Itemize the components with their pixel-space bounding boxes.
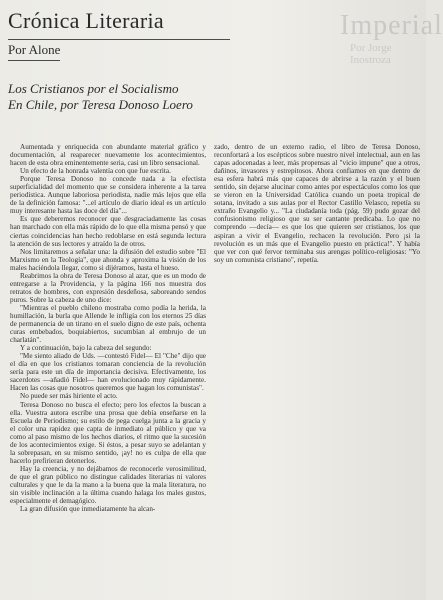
column-title: Crónica Literaria bbox=[8, 8, 164, 33]
author-byline: Por Alone bbox=[8, 42, 61, 57]
title-rule bbox=[8, 39, 230, 40]
paragraph: Es que deberemos reconocer que desgraciadamente las cosas han marchado con ella más rápido de lo que ella misma pensó y que ciertas coincidencias han hecho redoblarse en está segunda lectura la atención de sus lectores y atraído la de otros. bbox=[10, 215, 206, 248]
review-subtitle bbox=[8, 81, 193, 113]
paragraph: "Mientras el pueblo chileno mostraba como podía la herida, la humillación, la burla que Allende le infligía con los eternos 25 días de permanencia de un tirano en el suelo digno de este país, ochenta curas embebados, boquiabiertos, sucumbían al embrujo de un charlatán". bbox=[10, 303, 206, 345]
paragraph: Teresa Donoso no busca el efecto; pero los efectos la buscan a ella. Vuestra autora escribe una prosa que debía enseñarse en la Escuela de Periodismo; su estilo de pega cuelga junta a la gracia y el color una rapidez que capta de inmediato al público y que va como al paso mismo de los hechos diarios, el ritmo que la sucesión de los acontecimientos exige. Si éstos, a pesar suyo se adelantan y la sobrepasan, en su mismo sentido, ¡ay! no es culpa de ella que hacerlo prefirieran detenerlos. bbox=[10, 400, 206, 465]
paragraph: Hay la creencia, y no dejábamos de reconocerle verosimilitud, de que el gran público no distingue calidades literarias ni valores culturales y que le da la mano a la buena que la mala literatura, no sin visible inclinación a la última cuando halaga los males gustos, especialmente el demagógico. bbox=[10, 464, 206, 506]
paragraph: Aumentada y enriquecida con abundante material gráfico y documentación, al reaparecer nuevamente los acontecimientos, hacen de esta obra eminentemente seria, casi un libro sensacional. bbox=[10, 143, 206, 168]
subtitle-line-1: Los Cristianos por el Socialismo bbox=[8, 81, 179, 96]
paragraph: Porque Teresa Donoso no concede nada a la efectista superficialidad del momento que se considera inherente a la tarea periodística. Aunque laboriosa periodista, nadie más lejos que ella de la definición famosa: "...el artículo de diario ideal es un artículo muy interesante hasta las doce del día"... bbox=[10, 175, 206, 216]
article-column-left bbox=[10, 143, 206, 513]
paragraph: Nos limitaremos a señalar una: la difusión del estudio sobre "El Marxismo en la Teología", que ahonda y aproxima la visión de los males haciéndola llegar, como si dijéramos, hasta el hueso. bbox=[10, 247, 206, 272]
article-column-right bbox=[214, 143, 420, 264]
bleed-through-title: Imperial bbox=[340, 10, 443, 41]
paragraph: Reabrimos la obra de Teresa Donoso al azar, que es un modo de entregarse a la Providencia, y la página 166 nos muestra dos retratos de hombres, con expresión desdeñosa, saboreando sendos puros. Sobre la cabeza de uno dice: bbox=[10, 271, 206, 304]
subtitle-line-2: En Chile, por Teresa Donoso Loero bbox=[8, 97, 193, 112]
paragraph: Un efecto de la honrada valentía con que fue escrita. bbox=[20, 167, 171, 176]
paragraph: La gran difusión que inmediatamente ha alcan- bbox=[20, 505, 156, 514]
paragraph: "Me siento aliado de Uds. —contestó Fidel— El "Che" dijo que el día en que los cristianos tomaran conciencia de la revolución sería para este un día de importancia decisiva. Efectivamente, los sacerdotes —añadió Fidel— han evolucionado muy rápidamente. Hacen las cosas que nosotros queremos que hagan los comunistas". bbox=[10, 352, 206, 393]
bleed-through-line: Por Jorge Inostroza bbox=[350, 42, 392, 66]
bleed-through-text bbox=[330, 0, 443, 90]
paragraph: Y a continuación, bajo la cabeza del segundo: bbox=[20, 344, 152, 353]
paragraph: No puede ser más hiriente el acto. bbox=[20, 392, 118, 401]
paragraph: zado, dentro de un externo radio, el libro de Teresa Donoso, reconfortará a los escépticos sobre nuestro nivel intelectual, aun en las capas adocenadas a leer, más propensas al "vicio impune" que a otros, dañinos, invasores y estrepitosos. Ahora confiamos en que dentro de esa esfera habrá más que capaces de abrirse a la razón y el buen sentido, sin dejarse alucinar como antes por espectáculos como los que se vieron en la Universidad Católica cuando un poeta tropical de sotana, invitado a sus aulas por el Rector Castillo Velasco, repetía su extraño Evangelio y... "La ciudadanía toda (pág. 59) pudo gozar del confusionismo religioso que su ser cantante predicaba. Lo que no comprendo —decía— es que los que quieren ser cristianos, los que aspiran a vivir el Evangelio, rechacen la revolución. Pero ¡si la revolución es un más que el Evangelio puesto en práctica!". Y había que ver con qué fervor terminaba sus arengas político-religiosas: "Yo soy un comunista cristiano", repetía. bbox=[214, 143, 420, 264]
